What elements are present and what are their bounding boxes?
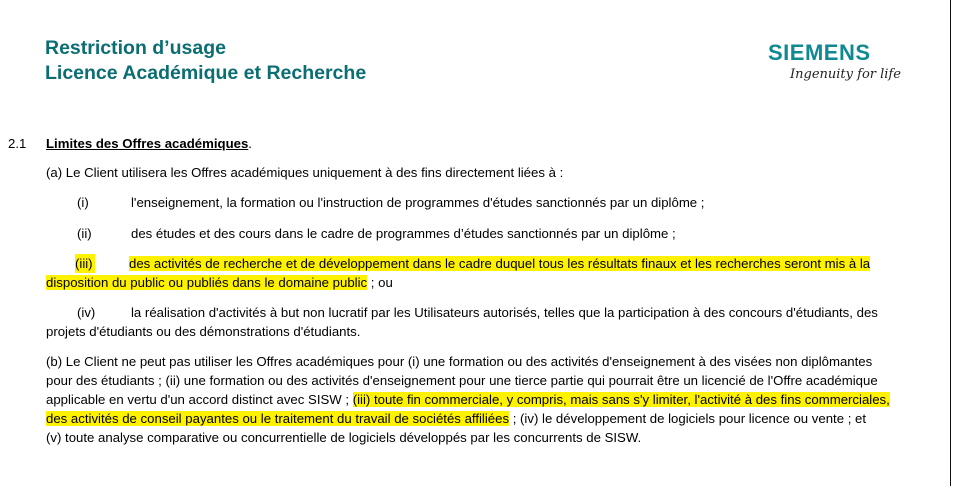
clause-b-highlight-1: (iii) toute fin commerciale, y compris, mais sans s'y limiter, l'activité à des fins commerciales,	[352, 392, 890, 407]
clause-b-line-5: (v) toute analyse comparative ou concurrentielle de logiciels développés par les concurrents de SISW.	[46, 430, 642, 445]
clause-a-intro: (a) Le Client utilisera les Offres académiques uniquement à des fins directement liées à :	[46, 165, 564, 180]
document-title	[45, 36, 366, 86]
clause-b-line-3	[46, 390, 890, 409]
siemens-logo	[768, 40, 918, 90]
item-iii-line-2	[46, 273, 393, 292]
clause-b-line-2: pour des étudiants ; (ii) une formation ou des activités d'enseignement pour une tierce partie qui pourrait être un licencié de l'Offre académique	[46, 373, 878, 388]
item-iv-line-2: projets d'étudiants ou des démonstrations d'étudiants.	[46, 324, 361, 339]
item-iv-line-1: la réalisation d'activités à but non lucratif par les Utilisateurs autorisés, telles que la participation à des concours d'étudiants, des	[131, 305, 878, 320]
logo-wordmark: SIEMENS	[768, 40, 871, 65]
section-heading	[46, 134, 252, 153]
section-number: 2.1	[8, 136, 27, 151]
clause-b-line-1: (b) Le Client ne peut pas utiliser les Offres académiques pour (i) une formation ou des activités d'enseignement à des visées non diplômantes	[46, 354, 873, 369]
item-iii-tail: ; ou	[367, 275, 393, 290]
page-margin-strip	[951, 0, 960, 486]
item-i-marker: (i)	[77, 195, 89, 210]
item-iii-highlight-2: disposition du public ou publiés dans le domaine public	[46, 275, 368, 290]
clause-b-line-4	[46, 409, 866, 428]
item-iv-marker: (iv)	[77, 305, 96, 320]
clause-b-line-4-tail: ; (iv) le développement de logiciels pour licence ou vente ; et	[509, 411, 867, 426]
title-line-1: Restriction d’usage	[45, 37, 226, 59]
clause-b-highlight-2: des activités de conseil payantes ou le traitement du travail de sociétés affiliées	[46, 411, 510, 426]
clause-b-line-3-plain: applicable en vertu d'un accord distinct avec SISW ;	[46, 392, 353, 407]
item-iii-line-1	[129, 254, 870, 273]
section-heading-text: Limites des Offres académiques	[46, 136, 249, 151]
item-i-text: l'enseignement, la formation ou l'instruction de programmes d'études sanctionnés par un diplôme ;	[131, 195, 705, 210]
item-iii-highlight-1: des activités de recherche et de développement dans le cadre duquel tous les résultats finaux et les recherches seront mis à la	[129, 256, 871, 271]
item-ii-marker: (ii)	[77, 226, 92, 241]
item-ii-text: des études et des cours dans le cadre de programmes d’études sanctionnés par un diplôme ;	[131, 226, 676, 241]
title-line-2: Licence Académique et Recherche	[45, 62, 367, 84]
section-heading-period: .	[248, 136, 252, 151]
item-iii-marker: (iii)	[75, 256, 93, 271]
logo-tagline: Ingenuity for life	[790, 67, 901, 82]
